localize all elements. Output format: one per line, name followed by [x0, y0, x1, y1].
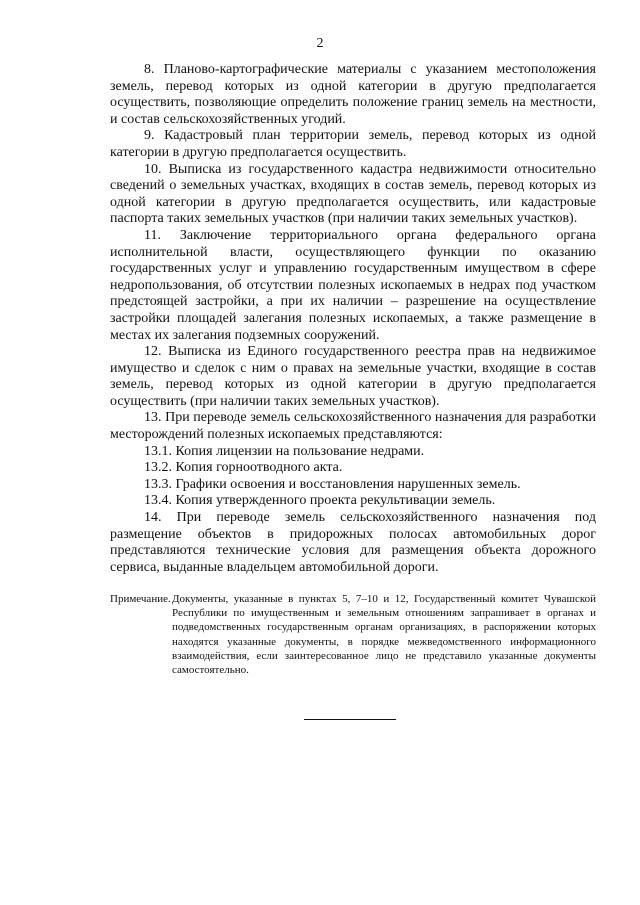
paragraph-item-11: 11. Заключение территориального органа федерального органа исполнительной власти, осуществляющего функции по оказанию государственных услуг и управлению государственным имуществом в сфере недропользования, об отсутствии полезных ископаемых в недрах под участком предстоящей застройки, а при их наличии – разрешение на осуществление застройки площадей залегания полезных ископаемых, а также размещение в местах их залегания подземных сооружений.: [110, 227, 596, 343]
paragraph-item-13-2: 13.2. Копия горноотводного акта.: [144, 460, 343, 476]
note-label: Примечание.: [110, 593, 171, 605]
paragraph-item-9: 9. Кадастровый план территории земель, перевод которых из одной категории в другую предполагается осуществить.: [110, 128, 596, 160]
note-text: Документы, указанные в пунктах 5, 7–10 и 12, Государственный комитет Чувашской Республики по имущественным и земельным отношениям запрашивает в органах и подведомственных государственным органам организациях, в распоряжении которых находятся указанные документы, в порядке межведомственного информационного взаимодействия, если заинтересованное лицо не представило указанные документы самостоятельно.: [172, 593, 596, 677]
note-block: [110, 592, 596, 677]
paragraph-item-13-1: 13.1. Копия лицензии на пользование недрами.: [144, 443, 425, 459]
page-number: 2: [316, 36, 324, 51]
paragraph-item-8: 8. Планово-картографические материалы с указанием местоположения земель, перевод которых из одной категории в другую предполагается осуществить, позволяющие определить положение границ земель на местности, и состав сельскохозяйственных угодий.: [110, 62, 596, 127]
paragraph-item-12: 12. Выписка из Единого государственного реестра прав на недвижимое имущество и сделок с ним о правах на земельные участки, входящие в состав земель, перевод которых из одной категории в другую предполагается осуществить (при наличии таких земельных участков).: [110, 344, 596, 409]
closing-divider: [304, 719, 396, 720]
document-body: [110, 62, 596, 576]
paragraph-item-14: 14. При переводе земель сельскохозяйственного назначения под размещение объектов в придорожных полосах автомобильных дорог представляются технические условия для размещения объекта дорожного сервиса, выданные владельцем автомобильной дороги.: [110, 510, 596, 575]
paragraph-item-13: 13. При переводе земель сельскохозяйственного назначения для разработки месторождений полезных ископаемых представляются:: [110, 410, 596, 443]
paragraph-item-13-4: 13.4. Копия утвержденного проекта рекультивации земель.: [144, 493, 496, 509]
paragraph-item-13-3: 13.3. Графики освоения и восстановления нарушенных земель.: [144, 476, 521, 492]
paragraph-item-10: 10. Выписка из государственного кадастра недвижимости относительно сведений о земельных участках, входящих в состав земель, перевод которых из одной категории в другую предполагается осуществить, или кадастровые паспорта таких земельных участков (при наличии таких земельных участков).: [110, 161, 596, 227]
